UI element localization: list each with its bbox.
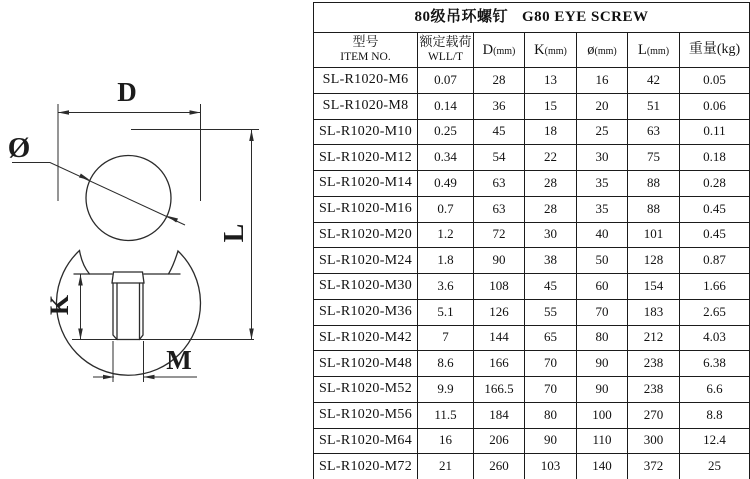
dimension-M: [93, 341, 197, 382]
header-l: L(mm): [628, 33, 680, 68]
k-arrow-top: [78, 275, 83, 286]
header-item-no: [314, 33, 418, 68]
value-cell: 90: [474, 248, 525, 274]
value-cell: 18: [525, 119, 577, 145]
table-row: [314, 171, 750, 197]
value-cell: 8.6: [418, 351, 474, 377]
value-cell: 50: [577, 248, 628, 274]
item-no-cell: SL-R1020-M14: [314, 171, 418, 197]
k-arrow-bottom: [78, 329, 83, 340]
table-row: [314, 93, 750, 119]
value-cell: 154: [628, 274, 680, 300]
value-cell: 3.6: [418, 274, 474, 300]
value-cell: 65: [525, 325, 577, 351]
value-cell: 9.9: [418, 377, 474, 403]
table-row: [314, 222, 750, 248]
value-cell: 70: [525, 351, 577, 377]
table-title-en: G80 EYE SCREW: [521, 8, 649, 25]
value-cell: 260: [474, 454, 525, 479]
table-row: [314, 68, 750, 94]
value-cell: 22: [525, 145, 577, 171]
value-cell: 166.5: [474, 377, 525, 403]
diameter-label: Ø: [7, 132, 31, 164]
value-cell: 70: [577, 299, 628, 325]
header-item-no-en: ITEM NO.: [340, 51, 391, 64]
m-arrow-right: [144, 375, 155, 380]
m-arrow-left: [103, 375, 114, 380]
value-cell: 28: [525, 196, 577, 222]
value-cell: 7: [418, 325, 474, 351]
value-cell: 28: [525, 171, 577, 197]
value-cell: 90: [577, 377, 628, 403]
value-cell: 0.25: [418, 119, 474, 145]
table-row: [314, 299, 750, 325]
item-no-cell: SL-R1020-M64: [314, 428, 418, 454]
value-cell: 1.66: [680, 274, 750, 300]
eye-hole-circle: [86, 156, 171, 241]
l-arrow-bottom: [249, 329, 254, 340]
value-cell: 72: [474, 222, 525, 248]
value-cell: 63: [474, 171, 525, 197]
item-no-cell: SL-R1020-M30: [314, 274, 418, 300]
table-row: [314, 274, 750, 300]
dimension-D: [58, 77, 201, 201]
header-k: K(mm): [525, 33, 577, 68]
value-cell: 144: [474, 325, 525, 351]
value-cell: 126: [474, 299, 525, 325]
value-cell: 90: [577, 351, 628, 377]
collar-outline: [112, 272, 144, 283]
value-cell: 51: [628, 93, 680, 119]
d-arrow-left: [58, 110, 69, 115]
item-no-cell: SL-R1020-M12: [314, 145, 418, 171]
item-no-cell: SL-R1020-M56: [314, 402, 418, 428]
value-cell: 75: [628, 145, 680, 171]
header-item-no-cn: 型号: [352, 34, 379, 50]
value-cell: 0.05: [680, 68, 750, 94]
value-cell: 5.1: [418, 299, 474, 325]
value-cell: 6.6: [680, 377, 750, 403]
value-cell: 54: [474, 145, 525, 171]
table-row: [314, 428, 750, 454]
item-no-cell: SL-R1020-M48: [314, 351, 418, 377]
value-cell: 80: [525, 402, 577, 428]
header-wll: [418, 33, 474, 68]
item-no-cell: SL-R1020-M20: [314, 222, 418, 248]
value-cell: 0.45: [680, 196, 750, 222]
value-cell: 184: [474, 402, 525, 428]
value-cell: 12.4: [680, 428, 750, 454]
value-cell: 36: [474, 93, 525, 119]
value-cell: 88: [628, 196, 680, 222]
eye-screw-drawing: [0, 0, 310, 479]
dimension-K: [45, 274, 83, 340]
m-label: M: [166, 345, 192, 375]
item-no-cell: SL-R1020-M36: [314, 299, 418, 325]
value-cell: 42: [628, 68, 680, 94]
value-cell: 0.87: [680, 248, 750, 274]
value-cell: 128: [628, 248, 680, 274]
item-no-cell: SL-R1020-M16: [314, 196, 418, 222]
item-no-cell: SL-R1020-M52: [314, 377, 418, 403]
header-wll-cn: 额定载荷: [419, 34, 472, 50]
item-no-cell: SL-R1020-M24: [314, 248, 418, 274]
value-cell: 103: [525, 454, 577, 479]
value-cell: 20: [577, 93, 628, 119]
value-cell: 0.06: [680, 93, 750, 119]
value-cell: 238: [628, 377, 680, 403]
header-d: D(mm): [474, 33, 525, 68]
diameter-arrow-lower: [167, 216, 178, 223]
item-no-cell: SL-R1020-M72: [314, 454, 418, 479]
dimension-diameter: [8, 132, 185, 225]
value-cell: 1.2: [418, 222, 474, 248]
value-cell: 28: [474, 68, 525, 94]
value-cell: 63: [628, 119, 680, 145]
value-cell: 38: [525, 248, 577, 274]
l-label: L: [219, 223, 250, 243]
value-cell: 8.8: [680, 402, 750, 428]
value-cell: 372: [628, 454, 680, 479]
value-cell: 206: [474, 428, 525, 454]
value-cell: 101: [628, 222, 680, 248]
value-cell: 35: [577, 171, 628, 197]
value-cell: 166: [474, 351, 525, 377]
value-cell: 0.7: [418, 196, 474, 222]
table-row: [314, 402, 750, 428]
spec-table: [313, 2, 750, 479]
value-cell: 21: [418, 454, 474, 479]
table-title-cn: 80级吊环螺钉: [414, 8, 508, 25]
value-cell: 0.34: [418, 145, 474, 171]
item-no-cell: SL-R1020-M8: [314, 93, 418, 119]
value-cell: 270: [628, 402, 680, 428]
value-cell: 30: [525, 222, 577, 248]
diameter-leader-line: [12, 163, 185, 226]
value-cell: 110: [577, 428, 628, 454]
value-cell: 0.18: [680, 145, 750, 171]
table-row: [314, 351, 750, 377]
value-cell: 60: [577, 274, 628, 300]
value-cell: 30: [577, 145, 628, 171]
value-cell: 90: [525, 428, 577, 454]
table-row: [314, 248, 750, 274]
value-cell: 6.38: [680, 351, 750, 377]
value-cell: 16: [577, 68, 628, 94]
value-cell: 300: [628, 428, 680, 454]
table-title-row: [314, 3, 750, 33]
table-row: [314, 145, 750, 171]
l-arrow-top: [249, 130, 254, 141]
value-cell: 100: [577, 402, 628, 428]
table-title: [314, 3, 750, 33]
value-cell: 183: [628, 299, 680, 325]
value-cell: 0.45: [680, 222, 750, 248]
value-cell: 15: [525, 93, 577, 119]
value-cell: 63: [474, 196, 525, 222]
diameter-arrow-upper: [79, 174, 90, 181]
item-no-cell: SL-R1020-M42: [314, 325, 418, 351]
d-label: D: [117, 77, 137, 107]
value-cell: 2.65: [680, 299, 750, 325]
value-cell: 0.11: [680, 119, 750, 145]
header-weight: 重量(kg): [680, 33, 750, 68]
header-diameter: ø(mm): [577, 33, 628, 68]
value-cell: 4.03: [680, 325, 750, 351]
table-row: [314, 119, 750, 145]
k-label: K: [45, 294, 74, 316]
table-row: [314, 454, 750, 479]
value-cell: 16: [418, 428, 474, 454]
item-no-cell: SL-R1020-M10: [314, 119, 418, 145]
d-arrow-right: [190, 110, 201, 115]
value-cell: 40: [577, 222, 628, 248]
value-cell: 13: [525, 68, 577, 94]
table-row: [314, 196, 750, 222]
value-cell: 80: [577, 325, 628, 351]
value-cell: 55: [525, 299, 577, 325]
value-cell: 0.49: [418, 171, 474, 197]
value-cell: 140: [577, 454, 628, 479]
value-cell: 25: [680, 454, 750, 479]
spec-table-body: [314, 68, 750, 479]
value-cell: 25: [577, 119, 628, 145]
value-cell: 88: [628, 171, 680, 197]
item-no-cell: SL-R1020-M6: [314, 68, 418, 94]
value-cell: 0.28: [680, 171, 750, 197]
table-header-row: [314, 33, 750, 68]
value-cell: 0.07: [418, 68, 474, 94]
value-cell: 45: [525, 274, 577, 300]
value-cell: 212: [628, 325, 680, 351]
value-cell: 108: [474, 274, 525, 300]
value-cell: 238: [628, 351, 680, 377]
value-cell: 0.14: [418, 93, 474, 119]
value-cell: 70: [525, 377, 577, 403]
value-cell: 11.5: [418, 402, 474, 428]
table-row: [314, 325, 750, 351]
table-row: [314, 377, 750, 403]
value-cell: 45: [474, 119, 525, 145]
value-cell: 1.8: [418, 248, 474, 274]
value-cell: 35: [577, 196, 628, 222]
header-wll-en: WLL/T: [427, 51, 464, 64]
